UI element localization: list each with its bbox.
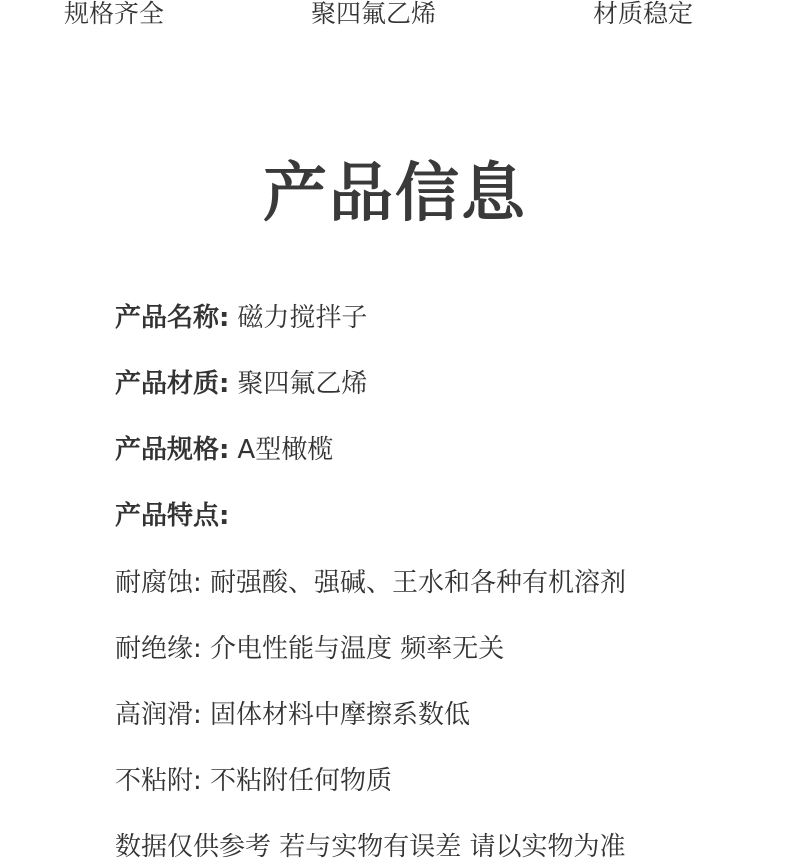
feature-row [115,761,392,801]
info-label: 产品特点: [115,501,230,531]
info-row-spec [115,430,333,470]
feature-tag-specs: 规格齐全 [64,0,165,28]
feature-row [115,563,626,603]
feature-row [115,695,470,735]
info-value: 聚四氟乙烯 [237,369,368,399]
info-label: 产品材质: [115,369,230,399]
info-label: 产品名称: [115,303,230,333]
feature-label: 不粘附: [115,766,202,796]
info-row-name [115,298,367,338]
top-feature-strip [0,0,790,34]
feature-value: 介电性能与温度 频率无关 [210,634,505,664]
feature-row [115,629,504,669]
feature-value: 耐强酸、强碱、王水和各种有机溶剂 [210,568,627,598]
disclaimer-text: 数据仅供参考 若与实物有误差 请以实物为准 [115,832,626,862]
feature-tag-stable: 材质稳定 [593,0,694,28]
section-title: 产品信息 [263,157,527,231]
info-row-material [115,364,367,404]
info-label: 产品规格: [115,435,230,465]
info-value: 磁力搅拌子 [237,303,368,333]
feature-value: 不粘附任何物质 [210,766,393,796]
info-value: A型橄榄 [237,435,334,465]
feature-label: 耐绝缘: [115,634,202,664]
feature-value: 固体材料中摩擦系数低 [210,700,471,730]
feature-label: 高润滑: [115,700,202,730]
feature-label: 耐腐蚀: [115,568,202,598]
feature-tag-material: 聚四氟乙烯 [311,0,437,28]
info-row-features-heading [115,496,229,536]
